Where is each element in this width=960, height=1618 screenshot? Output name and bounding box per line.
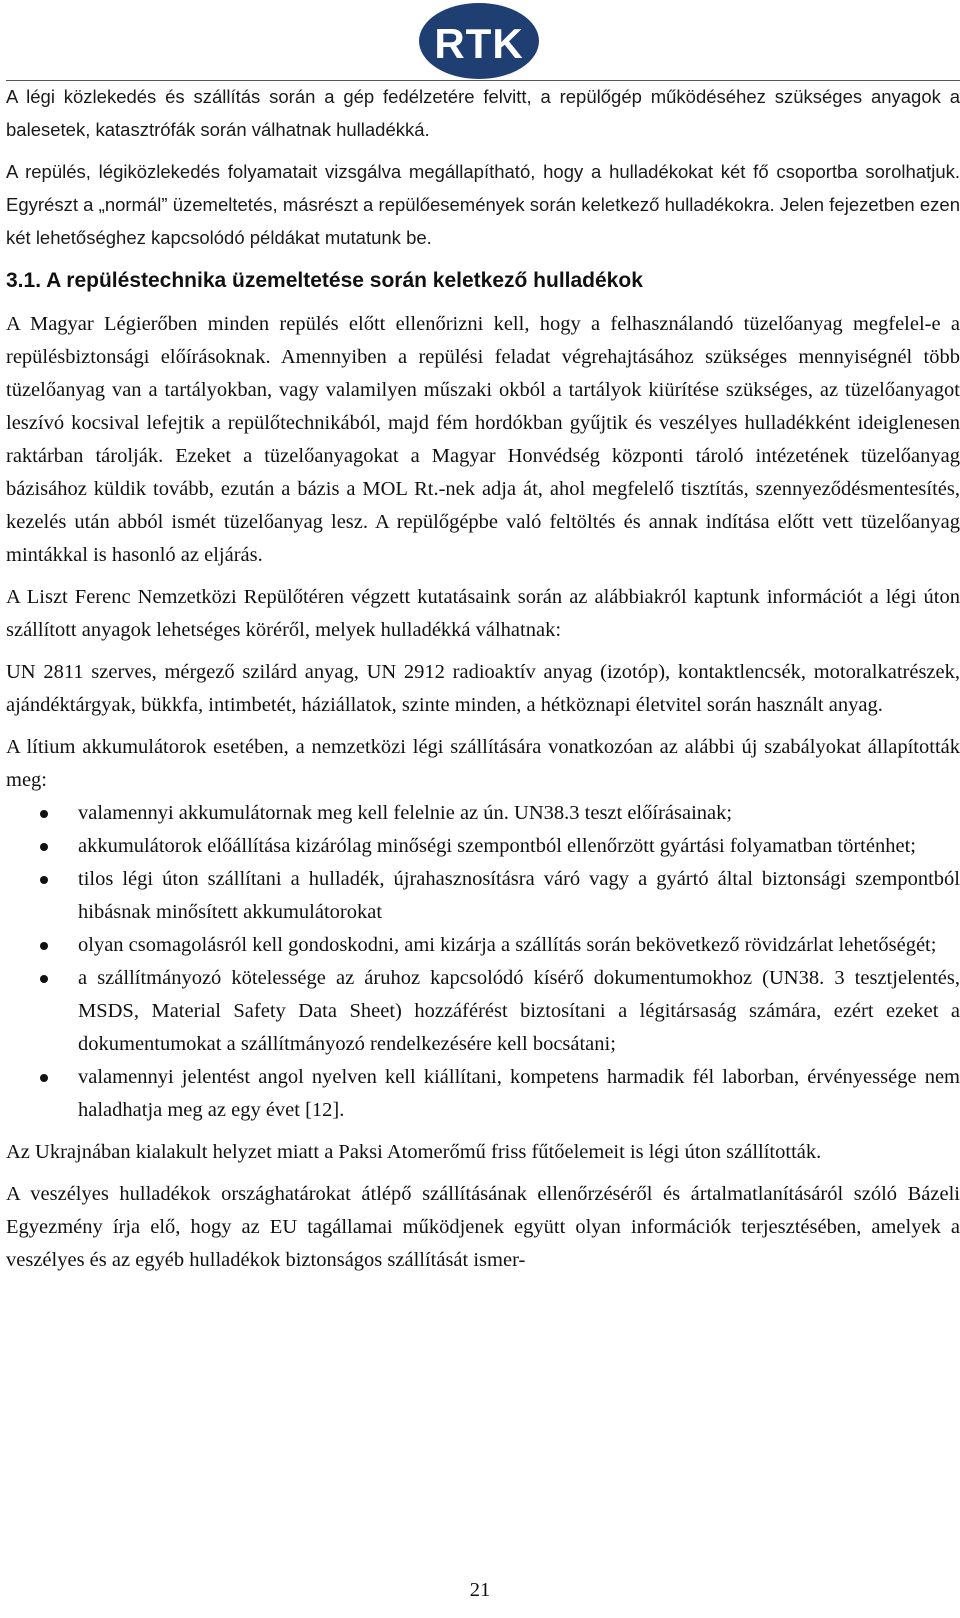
list-item [6,929,960,962]
list-item [6,863,960,929]
list-item [6,1061,960,1127]
rtk-logo-text: RTK [434,20,524,67]
rtk-logo-graphic [418,2,540,80]
list-item-text: akkumulátorok előállítása kizárólag minőségi szempontból ellenőrzött gyártási folyamatban történhet; [78,835,916,857]
body-paragraph-basel: A veszélyes hulladékok országhatárokat átlépő szállításának ellenőrzéséről és ártalmatlanításáról szóló Bázeli Egyezmény írja elő, hogy az EU tagállamai működjenek együtt olyan információk terjesztésében, amelyek a veszélyes és az egyéb hulladékok biztonságos szállítását ismer- [6,1183,960,1271]
list-item [6,797,960,830]
section-heading: 3.1. A repüléstechnika üzemeltetése során keletkező hulladékok [6,269,643,292]
list-item-text: a szállítmányozó kötelessége az áruhoz kapcsolódó kísérő dokumentumokhoz (UN38. 3 tesztjelentés, MSDS, Material Safety Data Sheet) hozzáférést biztosítani a légitársaság számára, ezért ezeket a dokumentumokat a szállítmányozó rendelkezésére kell bocsátani; [78,967,960,1055]
body-paragraph-fuel: A Magyar Légierőben minden repülés előtt ellenőrizni kell, hogy a felhasználandó tüzelőanyag megfelel-e a repülésbiztonsági előírásoknak. Amennyiben a repülési feladat végrehajtásához szükséges mennyiségnél több tüzelőanyag van a tartályokban, vagy valamilyen műszaki okból a tartályok kiürítése szükséges, az tüzelőanyagot leszívó kocsival lefejtik a repülőtechnikából, majd fém hordókban gyűjtik és veszélyes hulladékként ideiglenesen raktárban tárolják. Ezeket a tüzelőanyagokat a Magyar Honvédség központi tároló intézetének tüzelőanyag bázisához küldik tovább, ezután a bázis a MOL Rt.-nek adja át, ahol megfelelő tisztítás, szennyeződésmentesítés, kezelés után abból ismét tüzelőanyag lesz. A repülőgépbe való feltöltés és annak indítása előtt vett tüzelőanyag mintákkal is hasonló az eljárás. [6,313,960,566]
lithium-rules-list [6,797,960,1127]
bullet-icon [40,810,48,818]
list-item-text: valamennyi jelentést angol nyelven kell kiállítani, kompetens harmadik fél laborban, érvényessége nem haladhatja meg az egy évet [12]. [78,1066,960,1121]
body-paragraph-airport-research: A Liszt Ferenc Nemzetközi Repülőtéren végzett kutatásaink során az alábbiakról kaptunk információt a légi úton szállított anyagok lehetséges köréről, melyek hulladékká válhatnak: [6,586,960,641]
bullet-icon [40,876,48,884]
bullet-icon [40,1074,48,1082]
bullet-icon [40,975,48,983]
body-paragraph-materials: UN 2811 szerves, mérgező szilárd anyag, UN 2912 radioaktív anyag (izotóp), kontaktlencsék, motoralkatrészek, ajándéktárgyak, bükkfa, intimbetét, háziállatok, szinte minden, a hétköznapi életvitel során használt anyag. [6,661,960,716]
page-number: 21 [469,1579,491,1601]
list-item [6,962,960,1061]
list-item-text: tilos légi úton szállítani a hulladék, újrahasznosításra váró vagy a gyártó által biztonsági szempontból hibásnak minősített akkumulátorokat [78,868,960,923]
intro-paragraph-1: A légi közlekedés és szállítás során a gép fedélzetére felvitt, a repülőgép működéséhez szükséges anyagok a balesetek, katasztrófák során válhatnak hulladékká. [6,86,960,140]
bullet-icon [40,843,48,851]
bullet-icon [40,942,48,950]
list-item [6,830,960,863]
body-paragraph-lithium: A lítium akkumulátorok esetében, a nemzetközi légi szállítására vonatkozóan az alábbi új szabályokat állapították meg: [6,736,960,791]
list-item-text: valamennyi akkumulátornak meg kell felelnie az ún. UN38.3 teszt előírásainak; [78,802,733,824]
body-paragraph-paks: Az Ukrajnában kialakult helyzet miatt a Paksi Atomerőmű friss fűtőelemeit is légi úton szállították. [6,1141,822,1163]
rtk-logo [418,2,540,80]
list-item-text: olyan csomagolásról kell gondoskodni, ami kizárja a szállítás során bekövetkező rövidzárlat lehetőségét; [78,934,937,956]
intro-paragraph-2: A repülés, légiközlekedés folyamatait vizsgálva megállapítható, hogy a hulladékokat két fő csoportba sorolhatjuk. Egyrészt a „normál” üzemeltetés, másrészt a repülőesemények során keletkező hulladékokra. Jelen fejezetben ezen két lehetőséghez kapcsolódó példákat mutatunk be. [6,161,960,248]
page-content [6,80,960,1286]
